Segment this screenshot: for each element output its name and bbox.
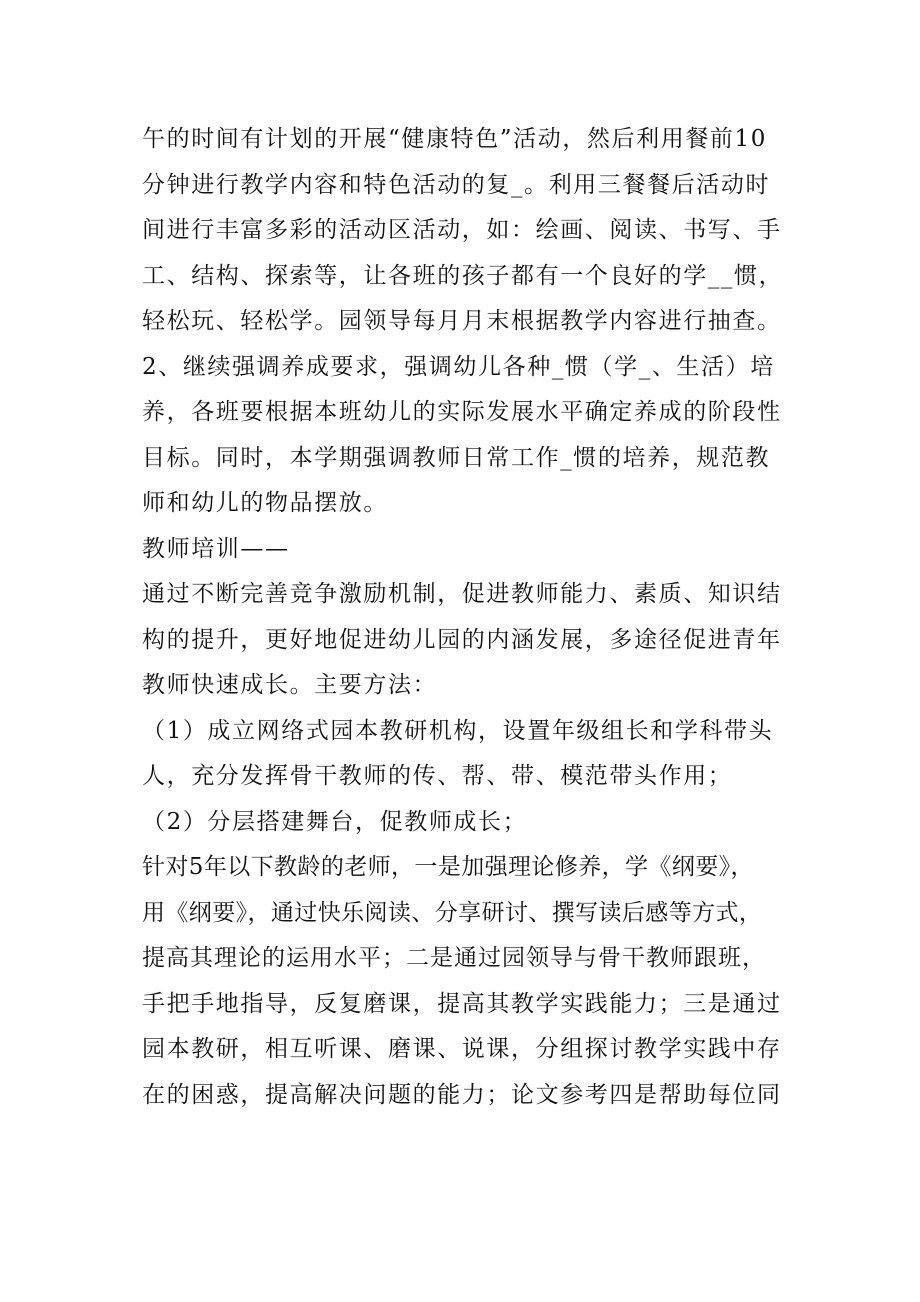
text-line: 人，充分发挥骨干教师的传、帮、带、模范带头作用； xyxy=(142,763,733,789)
list-item: （2）分层搭建舞台，促教师成长； xyxy=(142,808,528,835)
section-heading: 教师培训—— xyxy=(142,535,290,562)
text-line: 午的时间有计划的开展“健康特色”活动，然后利用餐前10 xyxy=(142,126,767,152)
text-line: 目标。同时，本学期强调教师日常工作_惯的培养，规范教 xyxy=(142,444,771,471)
text-line: 通过不断完善竞争激励机制，促进教师能力、素质、知识结 xyxy=(142,581,782,607)
document-body xyxy=(142,117,802,1118)
text-line: 手把手地指导，反复磨课，提高其教学实践能力；三是通过 xyxy=(142,990,782,1017)
text-line: 在的困惑，提高解决问题的能力；论文参考四是帮助每位同 xyxy=(142,1081,782,1108)
text-line: 构的提升，更好地促进幼儿园的内涵发展，多途径促进青年 xyxy=(142,626,782,653)
text-line: 轻松玩、轻松学。园领导每月月末根据教学内容进行抽查。 xyxy=(142,308,782,334)
text-line: 教师快速成长。主要方法： xyxy=(142,672,438,698)
text-line: 间进行丰富多彩的活动区活动，如：绘画、阅读、书写、手 xyxy=(142,217,782,243)
text-line: 分钟进行教学内容和特色活动的复_。利用三餐餐后活动时 xyxy=(142,171,771,198)
list-item: （1）成立网络式园本教研机构，设置年级组长和学科带头 xyxy=(142,717,774,744)
text-line: 提高其理论的运用水平；二是通过园领导与骨干教师跟班， xyxy=(142,945,766,971)
text-line: 园本教研，相互听课、磨课、说课，分组探讨教学实践中存 xyxy=(142,1036,782,1062)
text-line: 2、继续强调养成要求，强调幼儿各种_惯（学_、生活）培 xyxy=(142,353,775,380)
text-line: 师和幼儿的物品摆放。 xyxy=(142,490,388,516)
text-line: 用《纲要》，通过快乐阅读、分享研讨、撰写读后感等方式， xyxy=(142,899,763,926)
text-line: 针对5年以下教龄的老师，一是加强理论修养，学《纲要》， xyxy=(142,854,754,880)
text-line: 工、结构、探索等，让各班的孩子都有一个良好的学__惯， xyxy=(142,262,784,289)
text-line: 养，各班要根据本班幼儿的实际发展水平确定养成的阶段性 xyxy=(142,399,782,425)
